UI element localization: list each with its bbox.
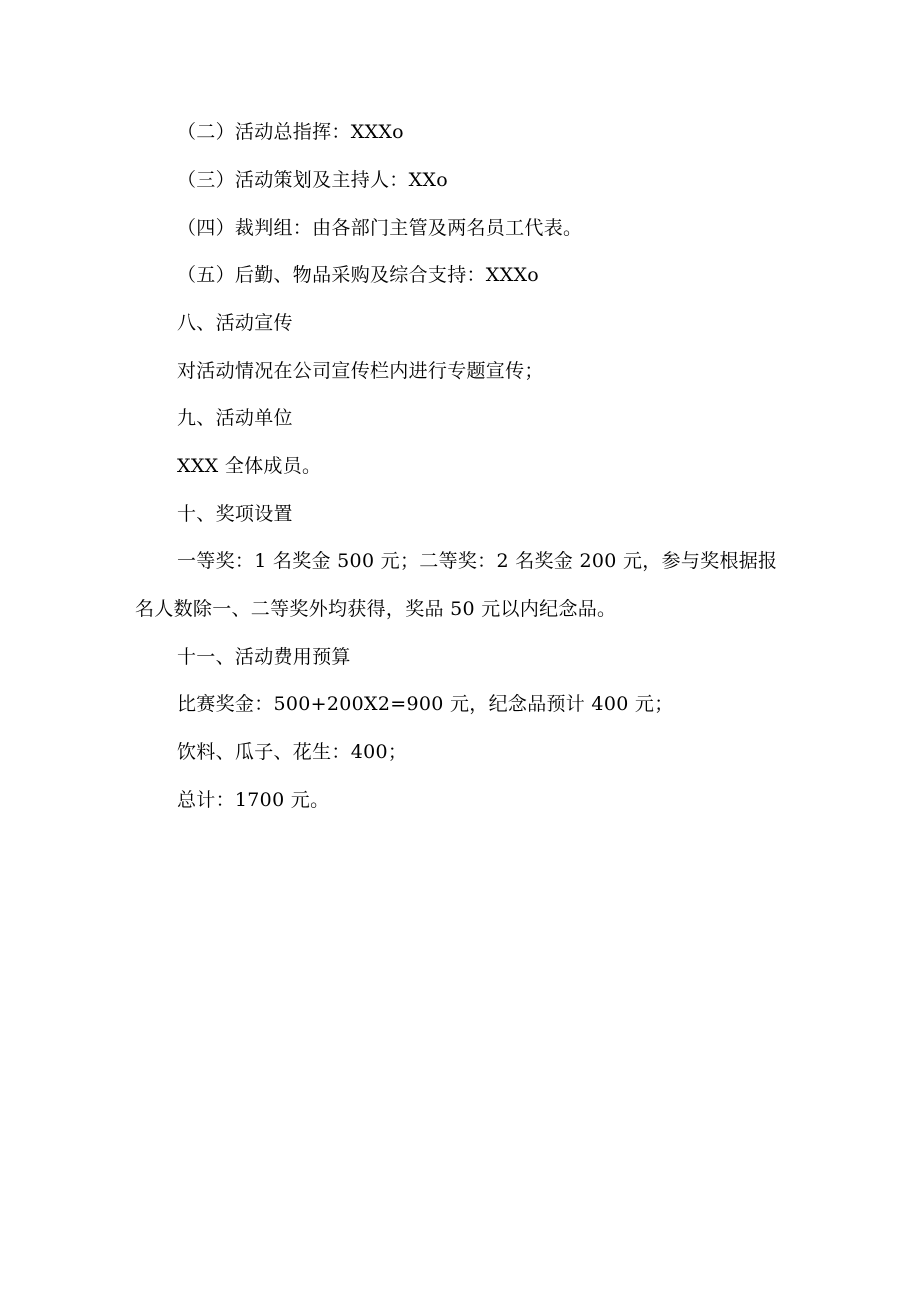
section-9-heading: 九、活动单位: [177, 407, 293, 429]
section-10-body-line-2: 名人数除一、二等奖外均获得，奖品 50 元以内纪念品。: [135, 598, 617, 620]
section-10-body-line-1: 一等奖：1 名奖金 500 元；二等奖：2 名奖金 200 元，参与奖根据报: [177, 550, 778, 572]
section-11-body-line-1: 比赛奖金：500+200X2=900 元，纪念品预计 400 元；: [177, 693, 674, 715]
section-11-total: 总计：1700 元。: [177, 789, 330, 811]
section-9-body: XXX 全体成员。: [177, 455, 322, 477]
section-7-item-3: （三）活动策划及主持人：XXo: [177, 169, 448, 191]
section-11-body-line-2: 饮料、瓜子、花生：400；: [177, 741, 408, 763]
section-11-heading: 十一、活动费用预算: [177, 646, 351, 668]
section-7-item-4: （四）裁判组：由各部门主管及两名员工代表。: [177, 217, 583, 239]
section-8-body: 对活动情况在公司宣传栏内进行专题宣传；: [177, 360, 544, 382]
section-7-item-2: （二）活动总指挥：XXXo: [177, 121, 404, 143]
section-8-heading: 八、活动宣传: [177, 312, 293, 334]
section-7-item-5: （五）后勤、物品采购及综合支持：XXXo: [177, 264, 540, 286]
section-10-heading: 十、奖项设置: [177, 503, 293, 525]
